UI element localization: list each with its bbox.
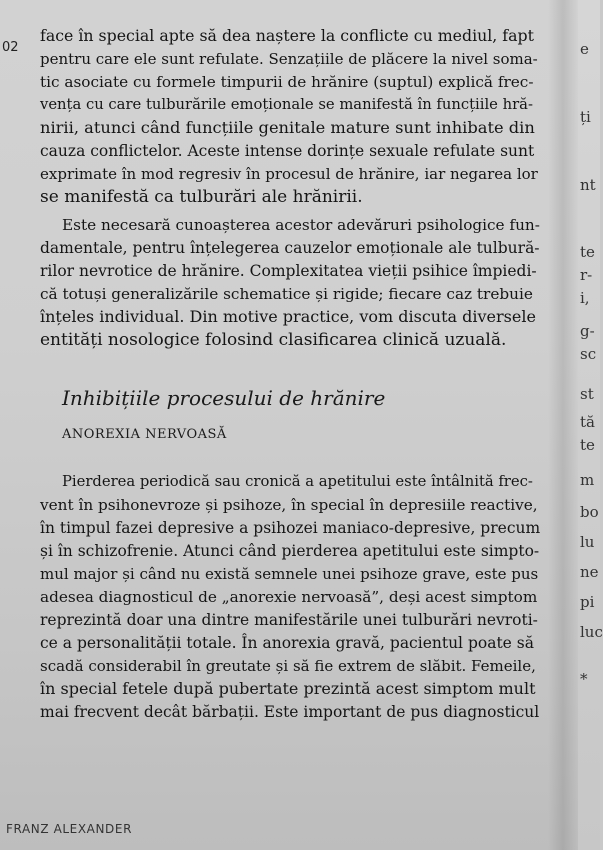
text-line: se manifestă ca tulburări ale hrănirii. bbox=[40, 187, 363, 207]
facing-fragment: m bbox=[580, 471, 595, 489]
text-line: damentale, pentru înțelegerea cauzelor emoționale ale tulbură- bbox=[40, 239, 540, 257]
facing-fragment: te bbox=[580, 243, 595, 261]
text-line: și în schizofrenie. Atunci când pierderea apetitului este simpto- bbox=[40, 542, 540, 560]
text-line: mai frecvent decât bărbații. Este important de pus diagnosticul bbox=[40, 703, 540, 721]
facing-fragment: nt bbox=[580, 176, 596, 194]
text-line: exprimate în mod regresiv în procesul de hrănire, iar negarea lor bbox=[40, 165, 538, 183]
text-line: pentru care ele sunt refulate. Senzațiile de plăcere la nivel soma- bbox=[40, 50, 538, 68]
running-footer-author: FRANZ ALEXANDER bbox=[6, 822, 133, 836]
facing-fragment: r- bbox=[580, 266, 593, 284]
text-line: mul major și când nu există semnele unei psihoze grave, este pus bbox=[40, 565, 539, 583]
facing-fragment: i, bbox=[580, 289, 590, 307]
facing-fragment: * bbox=[580, 670, 588, 688]
facing-fragment: bo bbox=[580, 503, 599, 521]
page-number: 02 bbox=[2, 40, 19, 55]
facing-fragment: sc bbox=[580, 345, 597, 363]
text-line: Este necesară cunoașterea acestor adevăruri psihologice fun- bbox=[62, 216, 540, 234]
text-line: entități nosologice folosind clasificarea clinică uzuală. bbox=[40, 330, 507, 350]
text-line: în special fetele după pubertate prezintă acest simptom mult bbox=[40, 679, 536, 698]
facing-fragment: ne bbox=[580, 563, 599, 581]
facing-fragment: luc bbox=[580, 623, 603, 641]
book-gutter-shadow bbox=[548, 0, 578, 850]
text-line: nirii, atunci când funcțiile genitale mature sunt inhibate din bbox=[40, 118, 535, 137]
text-line: reprezintă doar una dintre manifestările unei tulburări nevroti- bbox=[40, 611, 538, 629]
text-line: face în special apte să dea naștere la conflicte cu mediul, fapt bbox=[40, 26, 534, 45]
text-line: rilor nevrotice de hrănire. Complexitatea vieții psihice împiedi- bbox=[40, 262, 537, 280]
facing-fragment: e bbox=[580, 40, 589, 58]
text-line: tic asociate cu formele timpurii de hrănire (suptul) explică frec- bbox=[40, 73, 534, 91]
subsection-heading: ANOREXIA NERVOASĂ bbox=[62, 427, 227, 442]
text-line: adesea diagnosticul de „anorexie nervoasă”, deși acest simptom bbox=[40, 588, 538, 606]
section-heading: Inhibițiile procesului de hrănire bbox=[62, 386, 386, 410]
facing-fragment: te bbox=[580, 436, 595, 454]
text-line: ce a personalității totale. În anorexia gravă, pacientul poate să bbox=[40, 634, 534, 652]
text-line: scadă considerabil în greutate și să fie extrem de slăbit. Femeile, bbox=[40, 657, 536, 675]
text-line: cauza conflictelor. Aceste intense dorințe sexuale refulate sunt bbox=[40, 142, 535, 160]
text-line: Pierderea periodică sau cronică a apetitului este întâlnită frec- bbox=[62, 473, 533, 490]
text-line: că totuși generalizările schematice și rigide; fiecare caz trebuie bbox=[40, 285, 533, 303]
facing-fragment: tă bbox=[580, 413, 595, 431]
facing-fragment: ți bbox=[580, 108, 591, 126]
text-line: înțeles individual. Din motive practice, vom discuta diversele bbox=[40, 307, 536, 326]
text-line: vența cu care tulburările emoționale se manifestă în funcțiile hră- bbox=[40, 96, 533, 113]
text-line: vent în psihonevroze și psihoze, în special în depresiile reactive, bbox=[40, 496, 538, 514]
facing-fragment: lu bbox=[580, 533, 595, 551]
facing-fragment: st bbox=[580, 385, 594, 403]
text-line: în timpul fazei depresive a psihozei maniaco-depresive, precum bbox=[40, 519, 541, 537]
facing-fragment: g- bbox=[580, 322, 595, 340]
facing-fragment: pi bbox=[580, 593, 595, 611]
